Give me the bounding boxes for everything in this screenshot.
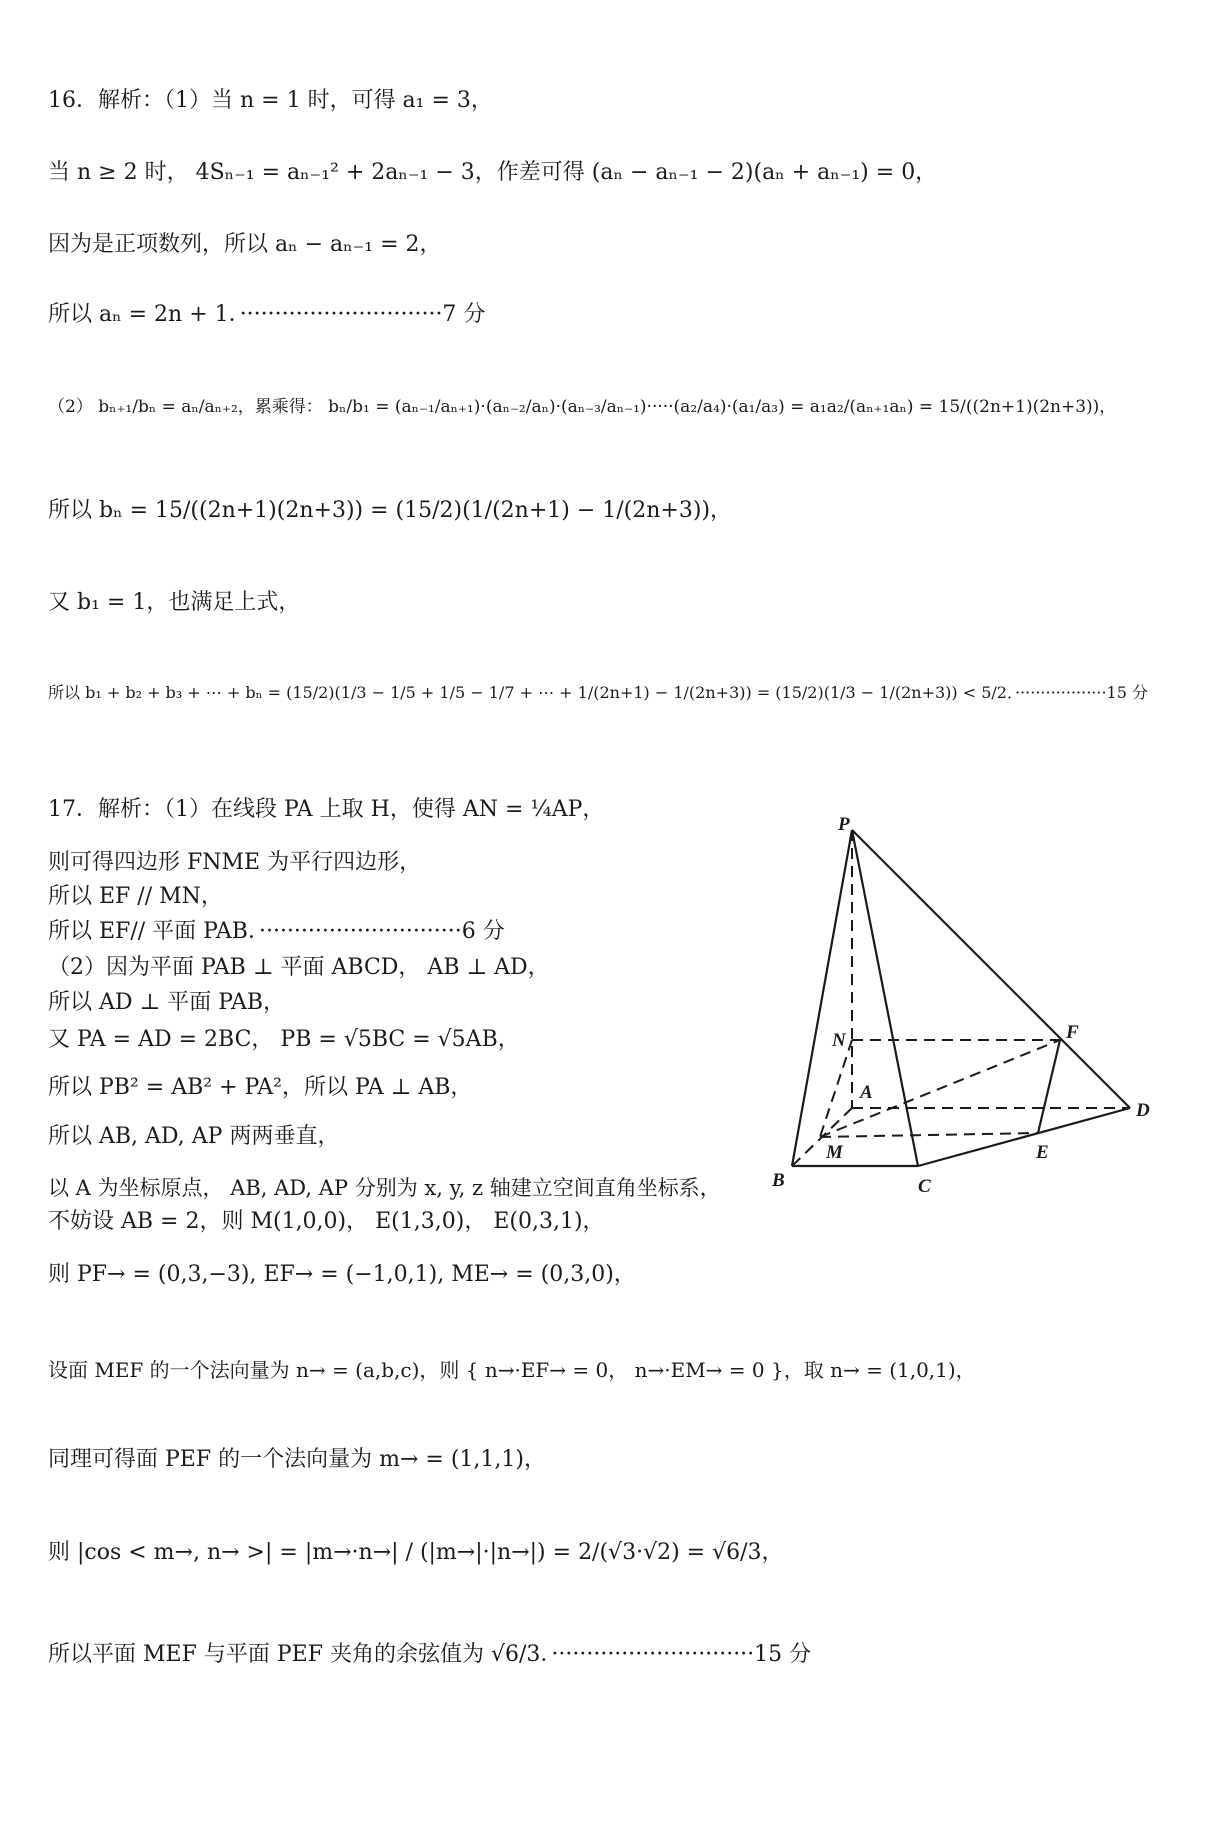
edge-fe [1038,1040,1060,1133]
q17-line-2: 则可得四边形 FNME 为平行四边形， [48,850,422,875]
label-d: D [1136,1100,1150,1121]
edge-pd [852,830,1130,1108]
q17-line-13: 设面 MEF 的一个法向量为 n→ = (a,b,c)，则 { n→·EF→ = 0， n→·EM→ = 0 }，取 n→ = (1,0,1)， [48,1358,976,1382]
q16-line-6: 所以 bₙ = 15/((2n+1)(2n+3)) = (15/2)(1/(2n+1) − 1/(2n+3))， [48,498,733,523]
edge-pb [792,830,852,1166]
pyramid-figure [770,800,1150,1200]
label-c: C [918,1176,931,1197]
label-n: N [832,1030,846,1051]
label-e: E [1036,1142,1049,1163]
q17-line-12: 则 PF→ = (0,3,−3), EF→ = (−1,0,1), ME→ = (0,3,0)， [48,1262,636,1287]
q16-line-5: （2） bₙ₊₁/bₙ = aₙ/aₙ₊₂，累乘得： bₙ/b₁ = (aₙ₋₁/aₙ₊₁)·(aₙ₋₂/aₙ)·(aₙ₋₃/aₙ₋₁)·····(a₂/a₄)·(a₁/a₃) = a₁a₂/(aₙ₊₁aₙ) = 15/((2n+1)(2n+3))， [48,397,1117,417]
edge-pc [852,830,918,1166]
q17-line-7: 又 PA = AD = 2BC， PB = √5BC = √5AB， [48,1027,520,1052]
label-p: P [838,814,850,835]
q16-line-3: 因为是正项数列，所以 aₙ − aₙ₋₁ = 2， [48,232,442,257]
q16-line-7: 又 b₁ = 1，也满足上式， [48,590,301,615]
label-b: B [772,1170,785,1191]
q16-line-2: 当 n ≥ 2 时， 4Sₙ₋₁ = aₙ₋₁² + 2aₙ₋₁ − 3，作差可得 (aₙ − aₙ₋₁ − 2)(aₙ + aₙ₋₁) = 0， [48,160,938,185]
q16-line-8: 所以 b₁ + b₂ + b₃ + ⋯ + bₙ = (15/2)(1/3 − 1/5 + 1/5 − 1/7 + ⋯ + 1/(2n+1) − 1/(2n+3)) = (15/2)(1/3 − 1/(2n+3)) < 5/2．··················15 分 [48,683,1148,702]
q16-line-4: 所以 aₙ = 2n + 1．·····························7 分 [48,302,486,327]
q17-line-5: （2）因为平面 PAB ⊥ 平面 ABCD， AB ⊥ AD， [48,955,550,980]
edge-mf [820,1040,1060,1137]
label-a: A [860,1082,873,1103]
q16-line-1: 16．解析：（1）当 n = 1 时，可得 a₁ = 3， [48,88,493,113]
label-m: M [826,1142,843,1163]
q17-line-10: 以 A 为坐标原点， AB, AD, AP 分别为 x, y, z 轴建立空间直角坐标系， [48,1176,721,1200]
q17-line-6: 所以 AD ⊥ 平面 PAB， [48,990,286,1015]
q17-line-9: 所以 AB, AD, AP 两两垂直， [48,1124,340,1149]
q17-line-4: 所以 EF// 平面 PAB．·····························6 分 [48,919,505,944]
q17-line-11: 不妨设 AB = 2，则 M(1,0,0)， E(1,3,0)， E(0,3,1)， [48,1209,605,1234]
q17-line-14: 同理可得面 PEF 的一个法向量为 m→ = (1,1,1)， [48,1447,546,1472]
q17-line-1: 17．解析：（1）在线段 PA 上取 H，使得 AN = ¼AP， [48,797,605,822]
label-f: F [1066,1022,1079,1043]
q17-line-16: 所以平面 MEF 与平面 PEF 夹角的余弦值为 √6/3．·····························15 分 [48,1642,812,1667]
edge-me [820,1133,1038,1137]
q17-line-8: 所以 PB² = AB² + PA²，所以 PA ⊥ AB， [48,1075,473,1100]
q17-line-3: 所以 EF // MN， [48,884,223,909]
edge-cd [918,1108,1130,1166]
q17-line-15: 则 |cos < m→, n→ >| = |m→·n→| / (|m→|·|n→|) = 2/(√3·√2) = √6/3， [48,1540,784,1565]
